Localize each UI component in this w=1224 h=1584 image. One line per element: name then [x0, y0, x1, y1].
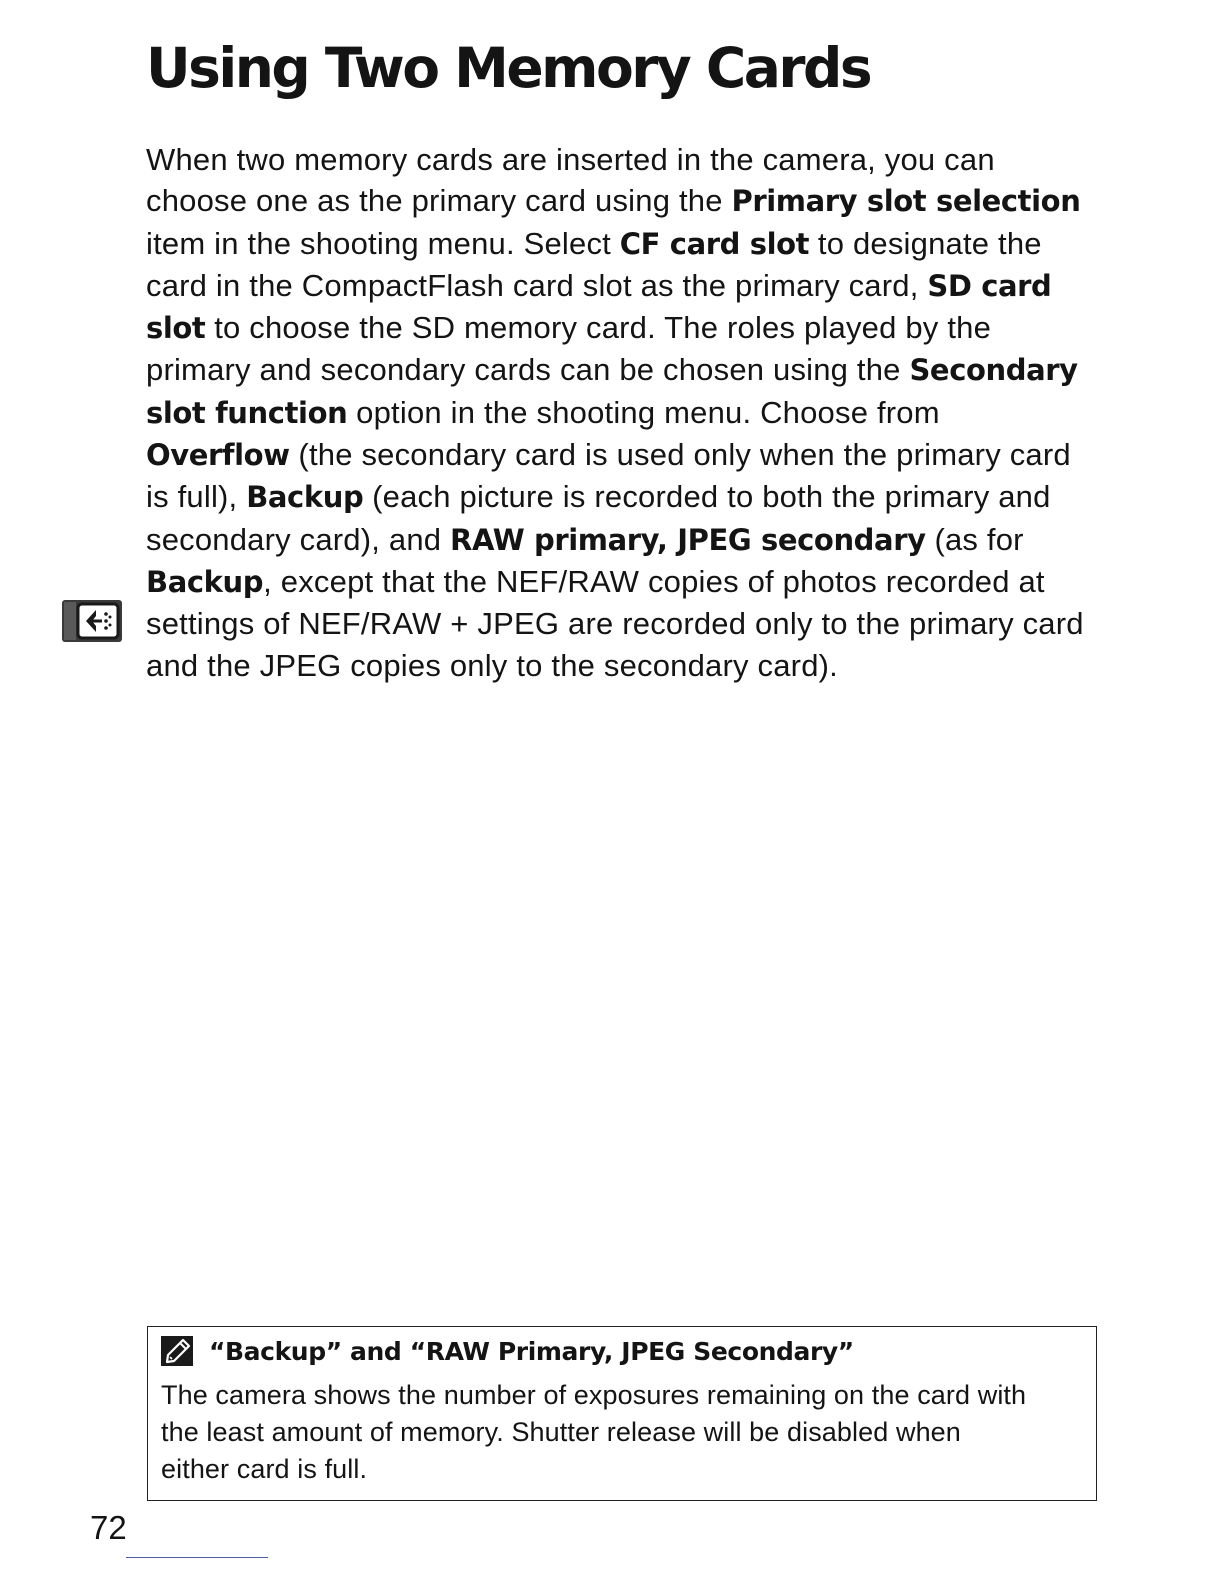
- note-line: the least amount of memory. Shutter release will be disabled when: [161, 1417, 961, 1447]
- menu-term: slot: [146, 311, 206, 346]
- body-text-run: When two memory cards are inserted in the camera, you can: [146, 142, 995, 177]
- note-body: [161, 1377, 1091, 1488]
- body-text-run: option in the shooting menu. Choose from: [347, 394, 940, 430]
- pencil-note-icon: [161, 1336, 193, 1366]
- menu-term: Primary slot selection: [731, 184, 1081, 219]
- body-text-run: is full),: [146, 479, 247, 515]
- body-text-run: to designate the: [809, 225, 1042, 261]
- body-line: [146, 139, 1096, 180]
- body-line: [146, 223, 1096, 265]
- body-text-run: (the secondary card is used only when the primary card: [289, 437, 1071, 473]
- body-line: [146, 392, 1096, 434]
- note-heading: [161, 1336, 854, 1366]
- body-line: [146, 476, 1096, 518]
- body-text-run: secondary card), and: [146, 521, 451, 557]
- body-text-run: item in the shooting menu. Select: [146, 225, 620, 261]
- menu-term: Overflow: [146, 438, 290, 473]
- note-heading-text: “Backup” and “RAW Primary, JPEG Secondary”: [209, 1336, 854, 1366]
- page-title: Using Two Memory Cards: [146, 36, 871, 100]
- body-line: [146, 603, 1096, 644]
- body-text-run: settings of NEF/RAW + JPEG are recorded only to the primary card: [146, 606, 1084, 642]
- note-line: The camera shows the number of exposures remaining on the card with: [161, 1380, 1027, 1410]
- note-line: either card is full.: [161, 1454, 368, 1484]
- menu-term: RAW primary, JPEG secondary: [450, 522, 926, 557]
- body-paragraph: [146, 139, 1096, 686]
- body-line: [146, 434, 1096, 476]
- body-text-run: primary and secondary cards can be chosen using the: [146, 352, 910, 388]
- menu-term: CF card slot: [619, 226, 810, 261]
- body-line: [146, 180, 1096, 222]
- footer-rule: [126, 1557, 268, 1558]
- menu-term: Secondary: [909, 353, 1078, 388]
- body-text-run: (as for: [925, 521, 1024, 557]
- body-text-run: choose one as the primary card using the: [146, 183, 732, 219]
- body-line: [146, 307, 1096, 349]
- menu-term: slot function: [146, 395, 348, 430]
- body-text-run: (each picture is recorded to both the primary and: [363, 479, 1051, 515]
- body-line: [146, 265, 1096, 307]
- menu-term: Backup: [246, 480, 364, 515]
- shooting-menu-tab-icon: [62, 598, 124, 644]
- page-number: 72: [90, 1509, 127, 1546]
- body-line: [146, 349, 1096, 391]
- body-line: [146, 561, 1096, 603]
- body-text-run: to choose the SD memory card. The roles played by the: [205, 310, 992, 346]
- menu-term: Backup: [146, 564, 264, 599]
- body-text-run: and the JPEG copies only to the secondary card).: [146, 647, 838, 683]
- shooting-menu-tab-graphic: [62, 598, 124, 644]
- body-text-run: card in the CompactFlash card slot as the primary card,: [146, 267, 928, 303]
- body-text-run: , except that the NEF/RAW copies of photos recorded at: [263, 563, 1045, 599]
- body-line: [146, 645, 1096, 686]
- note-box: [147, 1326, 1097, 1501]
- menu-term: SD card: [927, 268, 1052, 303]
- body-line: [146, 519, 1096, 561]
